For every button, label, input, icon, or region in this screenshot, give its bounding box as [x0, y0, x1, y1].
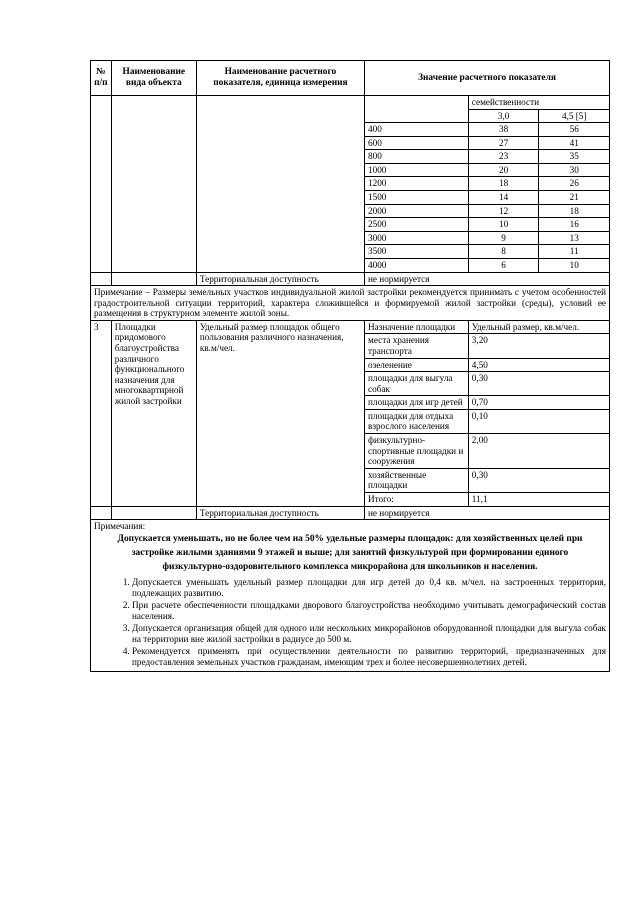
header-value: Значение расчетного показателя: [365, 61, 610, 96]
plot-size-cell: 600: [365, 136, 469, 150]
purpose-size-cell: 3,20: [468, 334, 609, 358]
note-item: 2. При расчете обеспеченности площадками дворового благоустройства необходимо учитывать демографический состав населения.: [132, 600, 606, 621]
value-b-cell: 56: [539, 123, 610, 137]
value-a-cell: 9: [468, 231, 539, 245]
value-a-cell: 10: [468, 218, 539, 232]
section1-type-cell: [111, 96, 196, 273]
section1-access-label: Территориальная доступность: [196, 272, 364, 286]
notes-title: Примечания:: [94, 521, 146, 532]
purpose-size-cell: 11,1: [468, 492, 609, 506]
value-a-cell: 38: [468, 123, 539, 137]
plot-size-cell: 800: [365, 150, 469, 164]
plot-size-cell: 2500: [365, 218, 469, 232]
value-a-cell: 18: [468, 177, 539, 191]
value-b-cell: 26: [539, 177, 610, 191]
purpose-size-cell: 2,00: [468, 434, 609, 469]
purpose-cell: озеленение: [365, 358, 469, 372]
purpose-cell: Итого:: [365, 492, 469, 506]
notes-cell: [91, 520, 610, 672]
purpose-size-cell: 0,70: [468, 396, 609, 410]
note-item: 3. Допускается организация общей для одного или нескольких микрорайонов оборудованной площадки для выгула собак на территории вне жилой застройки в радиусе до 500 м.: [132, 623, 606, 644]
section3-empty-num: [91, 506, 112, 520]
value-b-cell: 41: [539, 136, 610, 150]
value-a-cell: 8: [468, 245, 539, 259]
family-col-b: 4,5 [5]: [539, 109, 610, 123]
section1-note-row: [91, 286, 610, 321]
purpose-size-cell: 0,10: [468, 409, 609, 433]
section3-access-row: [91, 506, 610, 520]
plot-size-cell: 1000: [365, 163, 469, 177]
section3-head-row: [91, 320, 610, 334]
value-b-cell: 13: [539, 231, 610, 245]
value-a-cell: 6: [468, 258, 539, 272]
purpose-cell: площадки для отдыха взрослого населения: [365, 409, 469, 433]
section3-head-size: Удельный размер, кв.м/чел.: [468, 320, 609, 334]
table-header-row: [91, 61, 610, 96]
purpose-cell: площадки для выгула собак: [365, 372, 469, 396]
section3-num: 3: [91, 320, 112, 506]
value-a-cell: 23: [468, 150, 539, 164]
section1-access-value: не нормируется: [365, 272, 610, 286]
section1-size-head-cell: [365, 96, 469, 123]
header-object-type: Наименование вида объекта: [111, 61, 196, 96]
value-a-cell: 12: [468, 204, 539, 218]
header-num: № п/п: [91, 61, 112, 96]
value-b-cell: 18: [539, 204, 610, 218]
plot-size-cell: 1200: [365, 177, 469, 191]
section3-body: [91, 320, 610, 506]
section3-empty-type: [111, 506, 196, 520]
value-b-cell: 35: [539, 150, 610, 164]
section3-access-label: Территориальная доступность: [196, 506, 364, 520]
plot-size-cell: 1500: [365, 191, 469, 205]
section1-access-row: [91, 272, 610, 286]
purpose-cell: физкультурно-спортивные площадки и сооружения: [365, 434, 469, 469]
family-col-a: 3,0: [468, 109, 539, 123]
section1-empty-num: [91, 272, 112, 286]
purpose-cell: хозяйственные площадки: [365, 468, 469, 492]
purpose-size-cell: 0,30: [468, 468, 609, 492]
section1-empty-type: [111, 272, 196, 286]
purpose-size-cell: 4,50: [468, 358, 609, 372]
section3-head-purpose: Назначение площадки: [365, 320, 469, 334]
value-b-cell: 21: [539, 191, 610, 205]
family-label: семейственности: [468, 96, 609, 110]
section1-tail: [91, 272, 610, 320]
plot-size-cell: 4000: [365, 258, 469, 272]
notes-bold-paragraph: Допускается уменьшать, но не более чем на 50% удельные размеры площадок: для хозяйственных целей при застройке жилыми зданиями 9 этажей и выше; для занятий физкультурой при формировании единого физкультурно-оздоровительного комплекса микрорайона для школьников и населения.: [117, 533, 583, 572]
value-b-cell: 10: [539, 258, 610, 272]
value-a-cell: 27: [468, 136, 539, 150]
section3-tail: [91, 506, 610, 671]
purpose-size-cell: 0,30: [468, 372, 609, 396]
header-indicator: Наименование расчетного показателя, единица измерения: [196, 61, 364, 96]
section1-note: Примечание – Размеры земельных участков индивидуальной жилой застройки рекомендуется принимать с учетом особенностей градостроительной ситуации территорий, характера сложившейся и формируемой жилой застройки (среды), условий ее размещения в структурном элементе жилой зоны.: [91, 286, 610, 321]
plot-size-cell: 2000: [365, 204, 469, 218]
plot-size-cell: 3500: [365, 245, 469, 259]
section1-num-cell: [91, 96, 112, 273]
section3-access-value: не нормируется: [365, 506, 610, 520]
value-a-cell: 20: [468, 163, 539, 177]
value-b-cell: 16: [539, 218, 610, 232]
purpose-cell: площадки для игр детей: [365, 396, 469, 410]
section3-indicator: Удельный размер площадок общего пользования различного назначения, кв.м/чел.: [196, 320, 364, 506]
value-b-cell: 11: [539, 245, 610, 259]
value-b-cell: 30: [539, 163, 610, 177]
section3-object-type: Площадки придомового благоустройства различного функционального назначения для многоквартирной жилой застройки: [111, 320, 196, 506]
section1-indicator-cell: [196, 96, 364, 273]
notes-list: [94, 577, 606, 668]
plot-size-cell: 3000: [365, 231, 469, 245]
section1-body: [91, 96, 610, 273]
plot-size-cell: 400: [365, 123, 469, 137]
note-item: 4. Рекомендуется применять при осуществлении деятельности по развитию территорий, предназначенных для предоставления земельных участков гражданам, имеющим трех и более несовершеннолетних детей.: [132, 646, 606, 667]
value-a-cell: 14: [468, 191, 539, 205]
notes-row: [91, 520, 610, 672]
purpose-cell: места хранения транспорта: [365, 334, 469, 358]
document-page: [90, 60, 610, 672]
note-item: 1. Допускается уменьшать удельный размер площадки для игр детей до 0,4 кв. м/чел. на застроенных территория, подлежащих развитию.: [132, 577, 606, 598]
family-label-row: [91, 96, 610, 110]
norms-table: [90, 60, 610, 672]
